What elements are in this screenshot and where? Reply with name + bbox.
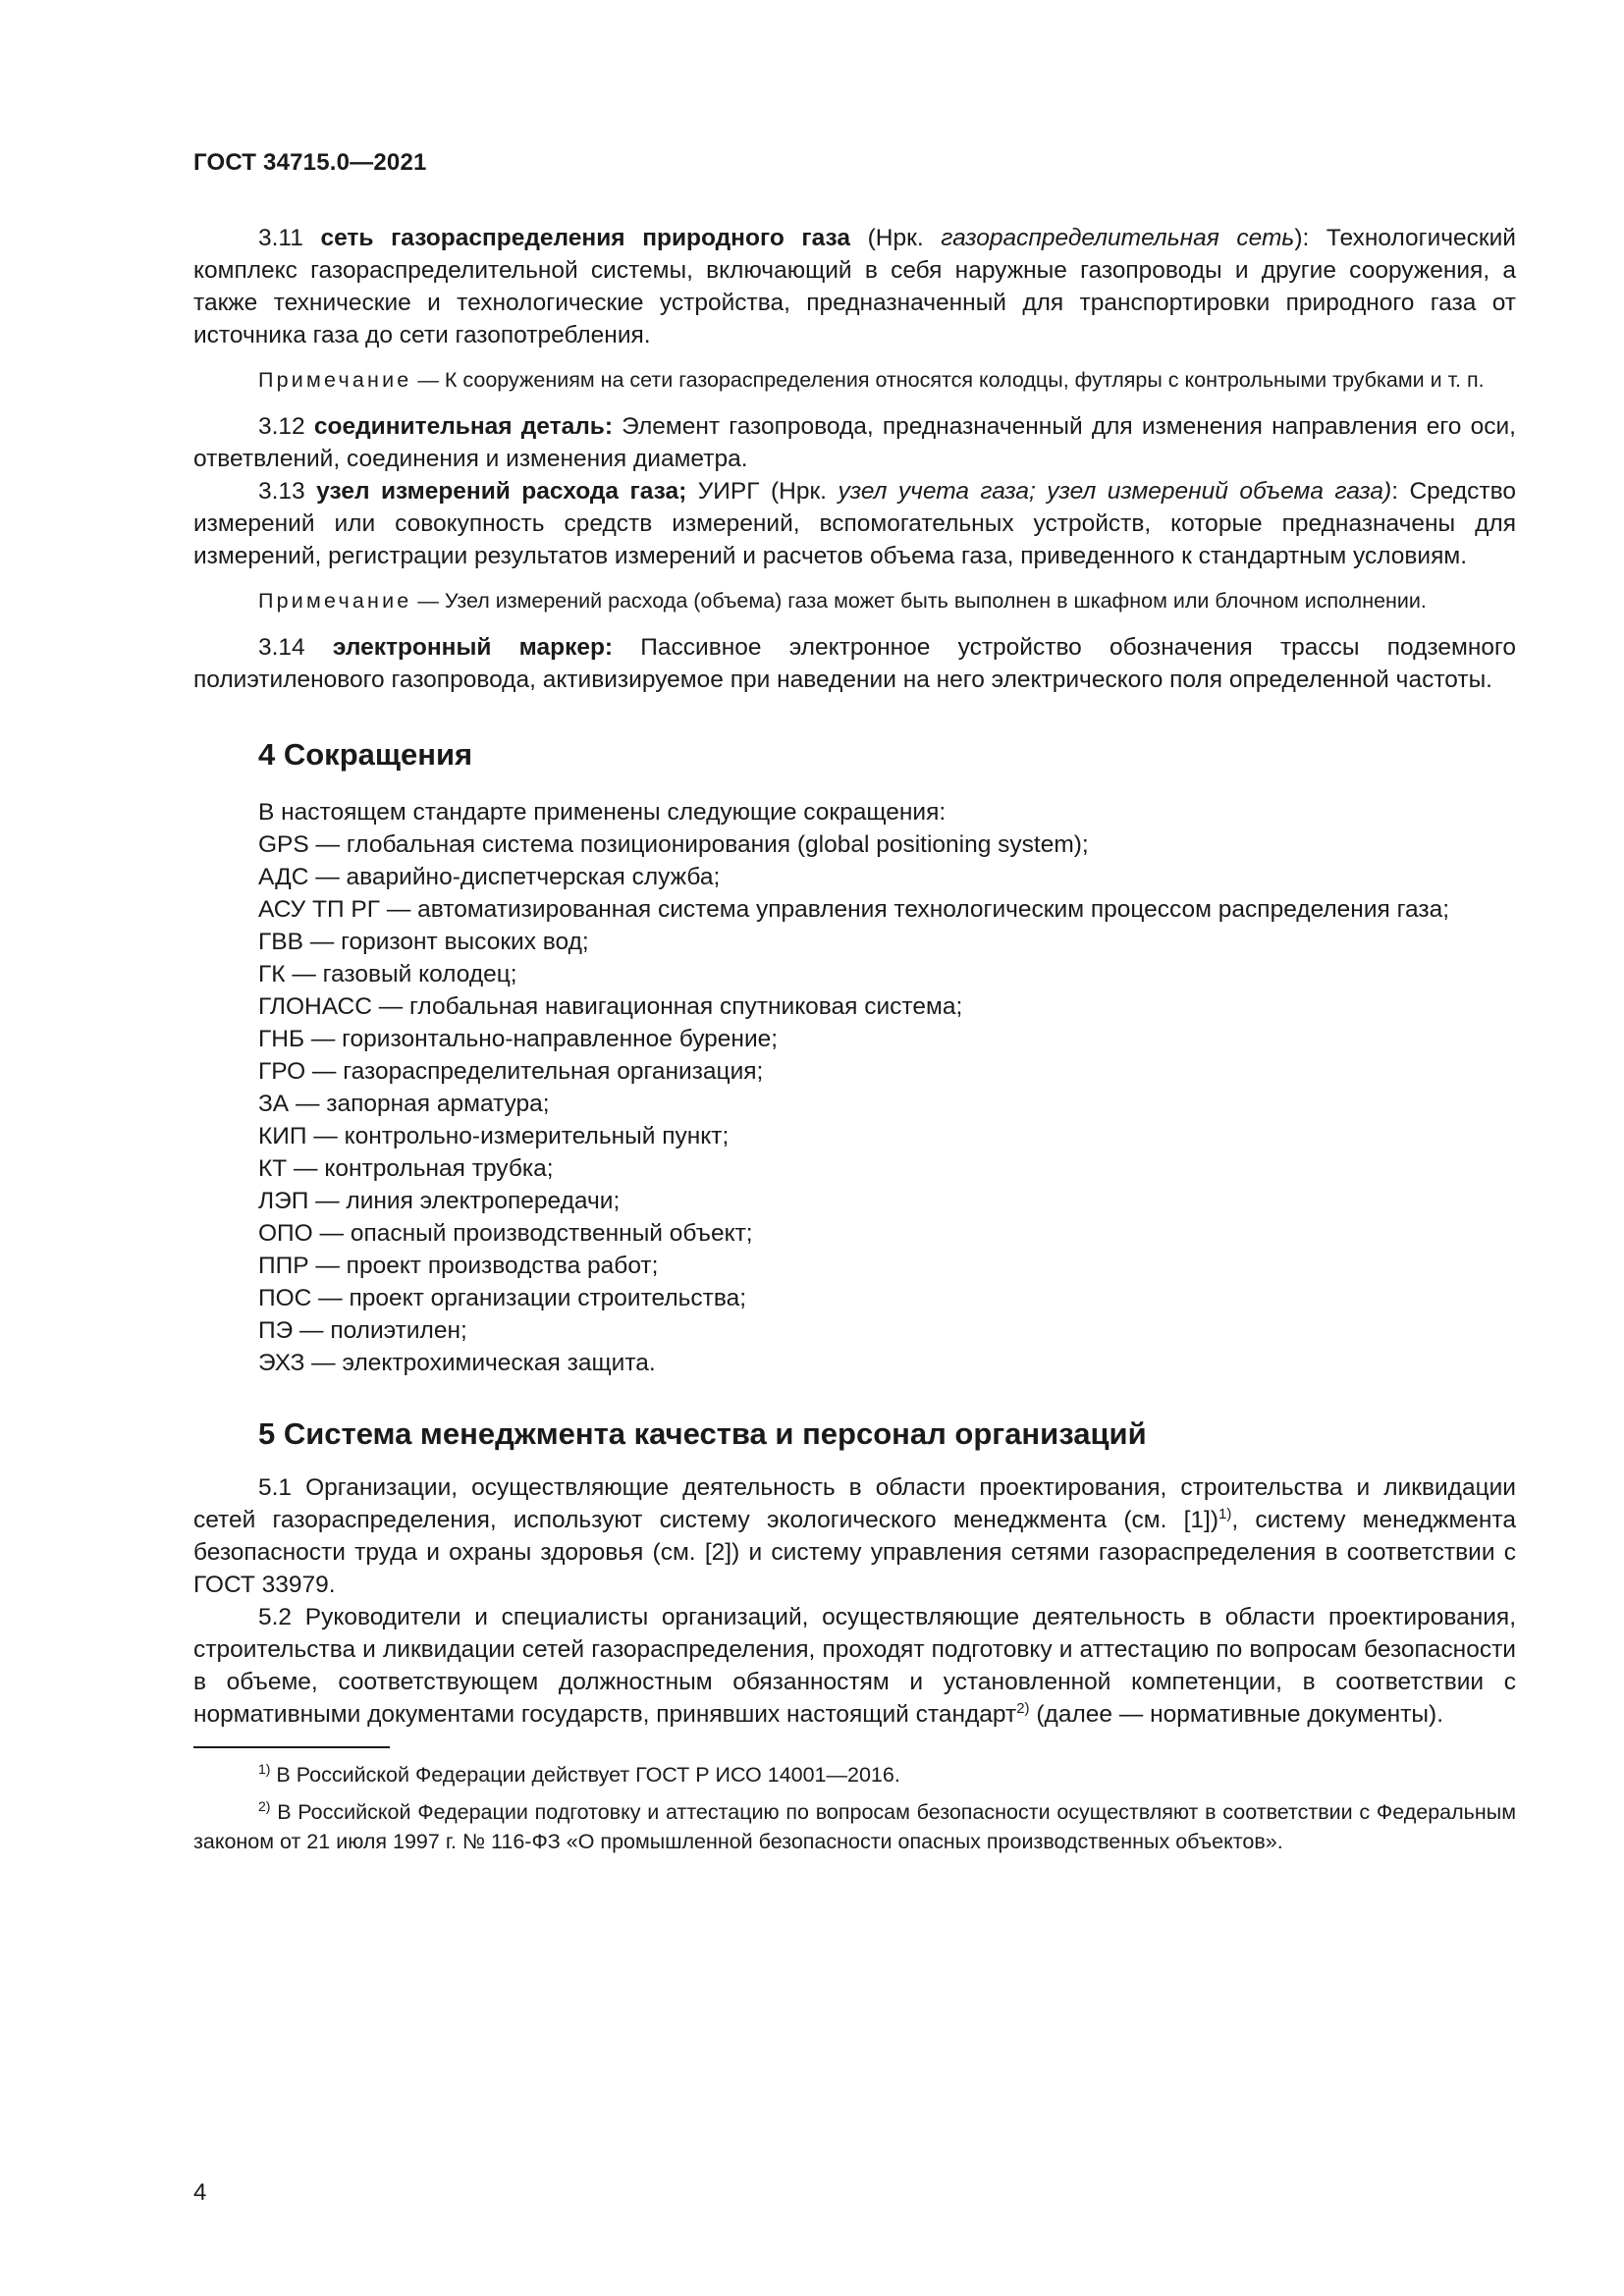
term-number: 3.13 (258, 478, 305, 505)
term-number: 3.11 (258, 225, 303, 251)
footnote-mark: 1) (258, 1760, 271, 1777)
term-definition: Пассивное электронное устройство обозначения трассы подземного полиэтиленового газопровода, активизируемое при наведении на него электрического поля определенной частоты. (193, 634, 1516, 693)
term-title: узел измерений расхода газа; (316, 478, 687, 505)
abbreviation-item: ПОС — проект организации строительства; (258, 1285, 747, 1311)
paragraph-5-1 (193, 1471, 1516, 1601)
abbreviation-item: ПЭ — полиэтилен; (258, 1317, 467, 1344)
abbreviation-item: GPS — глобальная система позиционирования (global positioning system); (258, 831, 1089, 858)
paragraph-text: (далее — нормативные документы). (1029, 1701, 1444, 1728)
abbreviation-item: ППР — проект производства работ; (258, 1253, 659, 1279)
abbreviation-item: ГЛОНАСС — глобальная навигационная спутниковая система; (258, 993, 963, 1020)
footnote-text: В Российской Федерации действует ГОСТ Р ИСО 14001—2016. (270, 1763, 900, 1787)
term-pre: (Нрк. (867, 225, 924, 251)
term-3-14 (193, 631, 1516, 696)
term-3-13 (193, 475, 1516, 572)
section-4-heading: 4 Сокращения (258, 737, 473, 772)
term-title: соединительная деталь: (313, 413, 613, 440)
document-header: ГОСТ 34715.0—2021 (193, 149, 427, 176)
abbreviation-item: ЭХЗ — электрохимическая защита. (258, 1350, 656, 1376)
term-number: 3.12 (258, 413, 305, 440)
note-label: Примечание (258, 368, 412, 392)
abbreviation-item: КИП — контрольно-измерительный пункт; (258, 1123, 730, 1149)
term-alt: газораспределительная сеть (941, 225, 1295, 251)
footnote-text: В Российской Федерации подготовку и аттестацию по вопросам безопасности осуществляют в соответствии с Федеральным законом от 21 июля 1997 г. № 116-ФЗ «О промышленной безопасности опасных производственных объектов». (193, 1800, 1516, 1853)
section-5-heading: 5 Система менеджмента качества и персонал организаций (258, 1416, 1147, 1451)
abbreviation-item: КТ — контрольная трубка; (258, 1155, 554, 1182)
abbreviation-item: ГРО — газораспределительная организация; (258, 1058, 764, 1085)
term-alt: узел учета газа; узел измерений объема газа) (838, 478, 1392, 505)
paragraph-text: , систему менеджмента безопасности труда и охраны здоровья (см. [2]) и систему управления сетями газораспределения в соответствии с ГОСТ 33979. (193, 1507, 1517, 1598)
paragraph-5-2 (193, 1601, 1516, 1731)
abbreviation-item: ГВВ — горизонт высоких вод; (258, 929, 589, 955)
term-pre: (Нрк. (770, 478, 827, 505)
note-2 (193, 586, 1516, 616)
footnote-ref-1[interactable]: 1) (1218, 1505, 1232, 1522)
abbreviation-item: АСУ ТП РГ — автоматизированная система управления технологическим процессом распределения газа; (258, 896, 1450, 923)
abbreviation-item: ГК — газовый колодец; (258, 961, 517, 988)
note-1 (193, 365, 1516, 396)
page-number: 4 (193, 2179, 207, 2206)
note-label: Примечание (258, 589, 412, 613)
abbreviations-list (193, 796, 1516, 1379)
abbreviation-item: ЗА — запорная арматура; (258, 1091, 550, 1117)
document-body (193, 222, 1516, 1864)
footnote-1 (193, 1760, 1516, 1789)
abbreviations-intro: В настоящем стандарте применены следующие сокращения: (258, 799, 947, 826)
term-number: 3.14 (258, 634, 305, 661)
term-3-11 (193, 222, 1516, 351)
term-abbr: УИРГ (697, 478, 760, 505)
footnote-2 (193, 1797, 1516, 1856)
term-definition: : Средство измерений или совокупность средств измерений, вспомогательных устройств, которые предназначены для измерений, регистрации результатов измерений и расчетов объема газа, приведенного к стандартным условиям. (193, 478, 1517, 569)
term-title: электронный маркер: (332, 634, 614, 661)
footnote-mark: 2) (258, 1797, 271, 1814)
abbreviation-item: ОПО — опасный производственный объект; (258, 1220, 753, 1247)
note-text: — К сооружениям на сети газораспределения относятся колодцы, футляры с контрольными трубками и т. п. (411, 368, 1485, 392)
paragraph-text: 5.2 Руководители и специалисты организаций, осуществляющие деятельность в области проектирования, строительства и ликвидации сетей газораспределения, проходят подготовку и аттестацию по вопросам безопасности в объеме, соответствующем должностным обязанностям и установленной компетенции, в соответствии с нормативными документами государств, принявших настоящий стандарт (193, 1604, 1516, 1728)
abbreviation-item: ГНБ — горизонтально-направленное бурение; (258, 1026, 779, 1052)
footnote-ref-2[interactable]: 2) (1016, 1699, 1030, 1717)
abbreviation-item: ЛЭП — линия электропередачи; (258, 1188, 621, 1214)
note-text: — Узел измерений расхода (объема) газа может быть выполнен в шкафном или блочном исполнении. (411, 589, 1427, 613)
footnote-divider (193, 1746, 390, 1748)
abbreviation-item: АДС — аварийно-диспетчерская служба; (258, 864, 721, 890)
term-3-12 (193, 410, 1516, 475)
term-title: сеть газораспределения природного газа (320, 225, 851, 251)
paragraph-text: 5.1 Организации, осуществляющие деятельность в области проектирования, строительства и ликвидации сетей газораспределения, используют систему экологического менеджмента (см. [1]) (193, 1474, 1516, 1533)
term-definition: Элемент газопровода, предназначенный для изменения направления его оси, ответвлений, соединения и изменения диаметра. (193, 413, 1516, 472)
term-definition: ): Технологический комплекс газораспределительной системы, включающий в себя наружные газопроводы и другие сооружения, а также технические и технологические устройства, предназначенный для транспортировки природного газа от источника газа до сети газопотребления. (193, 225, 1516, 348)
